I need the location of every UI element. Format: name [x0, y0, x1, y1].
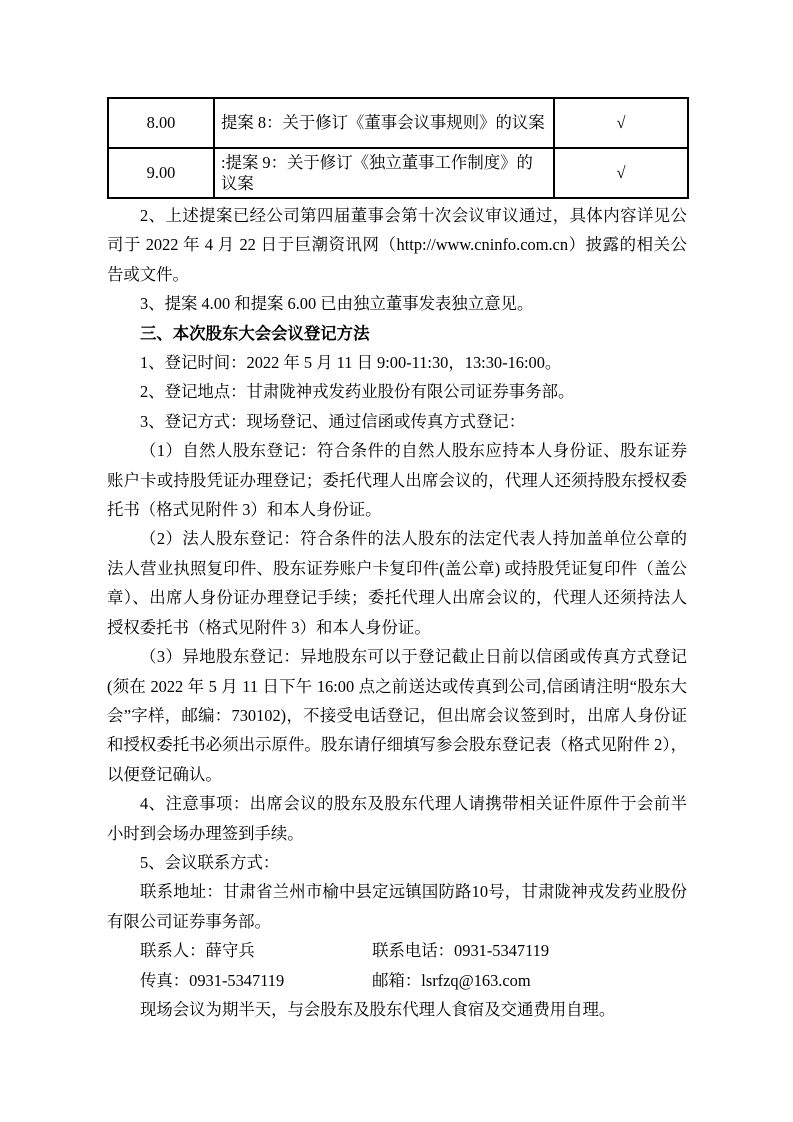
- paragraph-registration-time: 1、登记时间：2022 年 5 月 11 日 9:00-11:30，13:30-16:00。: [140, 353, 562, 373]
- paragraph-contact-method: 5、会议联系方式：: [140, 852, 280, 872]
- vote-check-cell: √: [554, 148, 688, 198]
- contact-row-fax-email: [107, 966, 687, 995]
- paragraph-board-approval: 2、上述提案已经公司第四届董事会第十次会议审议通过，具体内容详见公司于 2022 年 4 月 22 日于巨潮资讯网（http://www.cninfo.com.cn）披露的相关公告或文件。: [107, 206, 687, 284]
- proposal-code-cell: 8.00: [108, 98, 214, 148]
- table-row: [108, 98, 688, 148]
- paragraph-independent-opinion: 3、提案 4.00 和提案 6.00 已由独立董事发表独立意见。: [140, 294, 534, 314]
- proposal-code-cell: 9.00: [108, 148, 214, 198]
- section-heading-registration: 三、本次股东大会会议登记方法: [140, 323, 370, 343]
- paragraph-remote-registration: （3）异地股东登记：异地股东可以于登记截止日前以信函或传真方式登记(须在 2022 年 5 月 11 日下午 16:00 点之前送达或传真到公司,信函请注明“股东大会”字样，邮编：730102)，不接受电话登记，但出席会议签到时，出席人身份证和授权委托书必须出示原件。股东请仔细填写参会股东登记表（格式见附件 2），以便登记确认。: [107, 647, 687, 784]
- paragraph-natural-person-registration: （1）自然人股东登记：符合条件的自然人股东应持本人身份证、股东证券账户卡或持股凭证办理登记；委托代理人出席会议的，代理人还须持股东授权委托书（格式见附件 3）和本人身份证。: [107, 441, 687, 520]
- document-content: [107, 97, 687, 1024]
- contact-person: 联系人：薛守兵: [140, 941, 255, 961]
- proposal-title-cell: 提案 8：关于修订《董事会议事规则》的议案: [214, 98, 554, 148]
- paragraph-registration-place: 2、登记地点：甘肃陇神戎发药业股份有限公司证券事务部。: [140, 382, 575, 402]
- paragraph-registration-method: 3、登记方式：现场登记、通过信函或传真方式登记：: [140, 411, 526, 431]
- paragraph-closing: 现场会议为期半天，与会股东及股东代理人食宿及交通费用自理。: [140, 999, 616, 1019]
- contact-row-person-phone: [107, 936, 687, 965]
- contact-fax: 传真：0931-5347119: [140, 970, 285, 990]
- contact-email: 邮箱：lsrfzq@163.com: [372, 970, 531, 990]
- body-text: [107, 201, 687, 1024]
- contact-phone: 联系电话：0931-5347119: [372, 941, 550, 961]
- paragraph-notes: 4、注意事项：出席会议的股东及股东代理人请携带相关证件原件于会前半小时到会场办理签到手续。: [107, 794, 687, 843]
- table-row: [108, 148, 688, 198]
- proposal-title-cell: :提案 9：关于修订《独立董事工作制度》的议案: [214, 148, 554, 198]
- vote-check-cell: √: [554, 98, 688, 148]
- paragraph-contact-address: 联系地址：甘肃省兰州市榆中县定远镇国防路10号，甘肃陇神戎发药业股份有限公司证券事务部。: [107, 882, 687, 931]
- proposal-table: [107, 97, 689, 199]
- paragraph-legal-person-registration: （2）法人股东登记：符合条件的法人股东的法定代表人持加盖单位公章的法人营业执照复印件、股东证券账户卡复印件(盖公章) 或持股凭证复印件（盖公章）、出席人身份证办理登记手续；委托代理人出席会议的，代理人还须持法人授权委托书（格式见附件 3）和本人身份证。: [107, 529, 687, 637]
